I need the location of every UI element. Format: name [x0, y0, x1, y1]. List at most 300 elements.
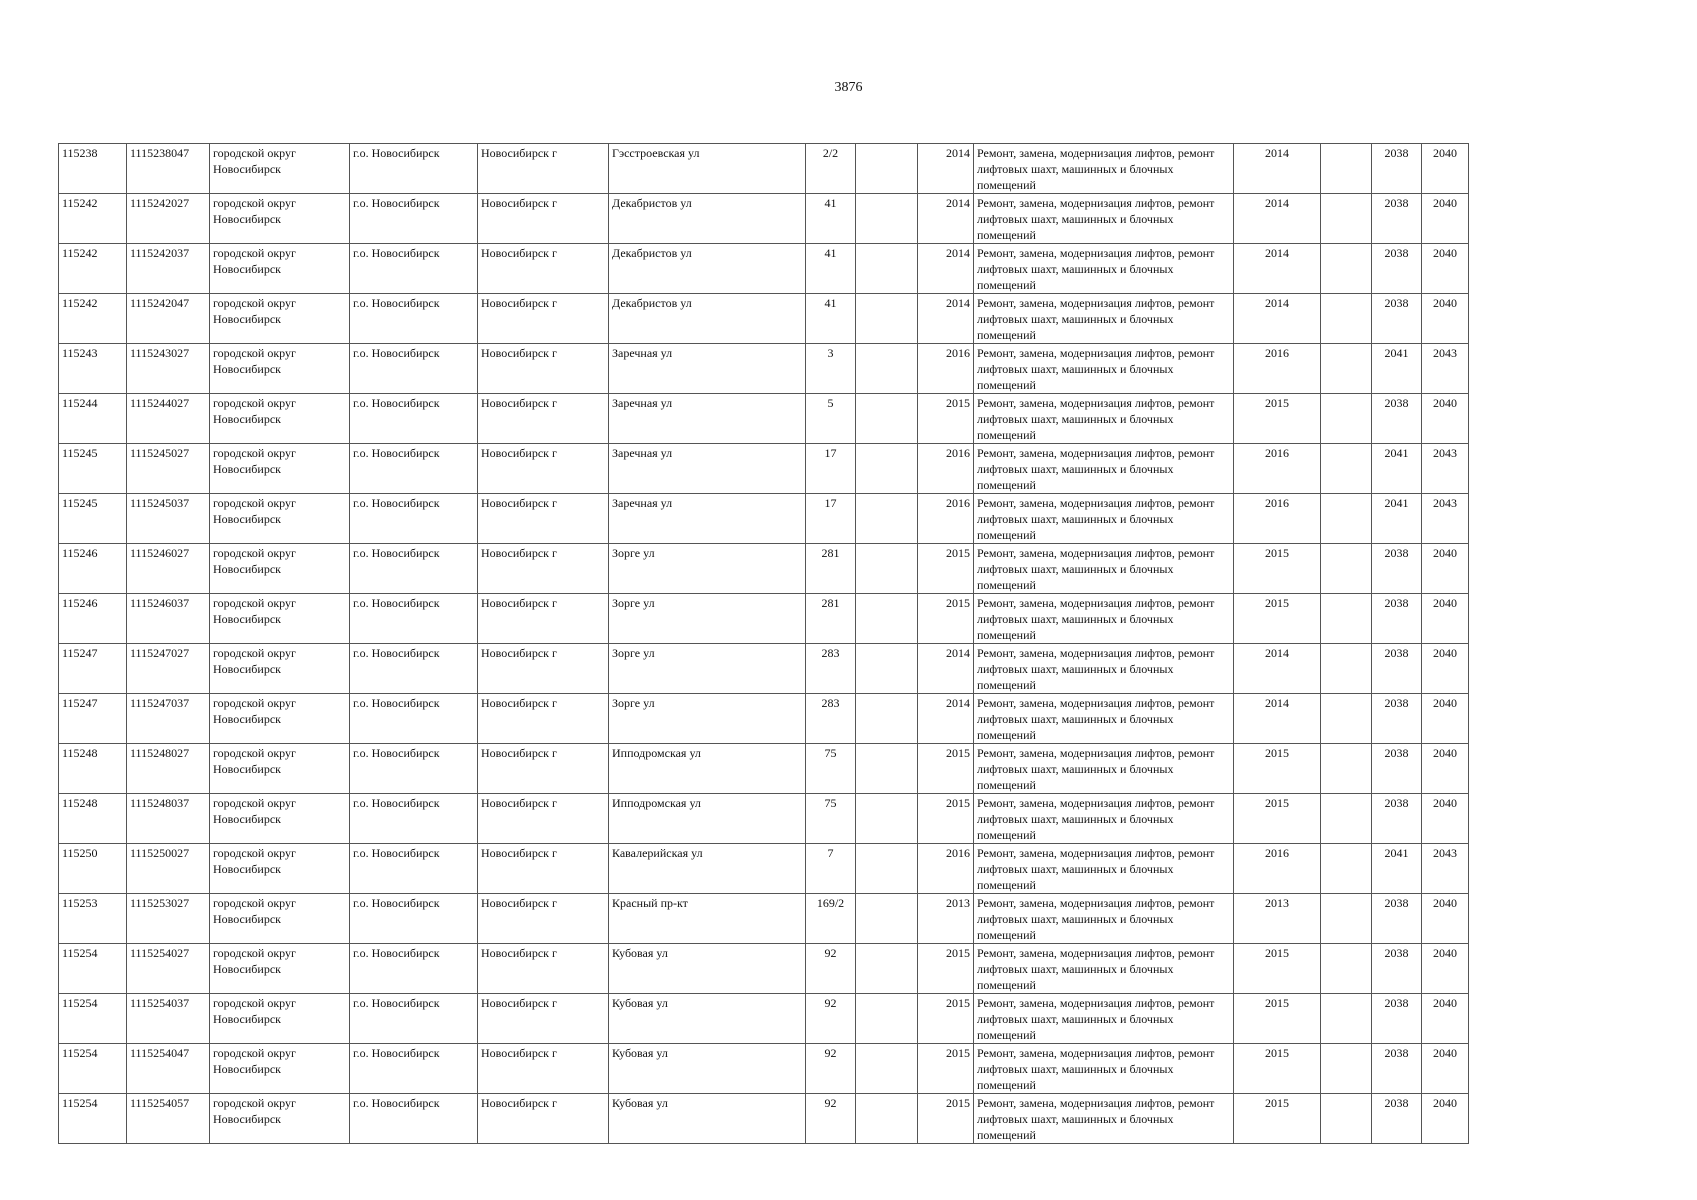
cell-house: 75: [806, 744, 856, 794]
cell-year-built: 2014: [918, 244, 974, 294]
cell-house: 41: [806, 244, 856, 294]
cell-y2: 2040: [1422, 994, 1469, 1044]
cell-y2: 2040: [1422, 194, 1469, 244]
cell-city: Новосибирск г: [478, 194, 609, 244]
cell-house: 281: [806, 544, 856, 594]
cell-work: Ремонт, замена, модернизация лифтов, ремонт лифтовых шахт, машинных и блочных помещений: [974, 794, 1234, 844]
cell-y1: 2038: [1372, 1094, 1422, 1144]
cell-blank1: [856, 294, 918, 344]
cell-y1: 2038: [1372, 294, 1422, 344]
cell-okrug: городской округ Новосибирск: [210, 144, 350, 194]
table-row: [59, 944, 1469, 994]
cell-blank2: [1321, 744, 1372, 794]
cell-year-built: 2014: [918, 294, 974, 344]
cell-work: Ремонт, замена, модернизация лифтов, ремонт лифтовых шахт, машинных и блочных помещений: [974, 594, 1234, 644]
cell-house: 92: [806, 1094, 856, 1144]
cell-y1: 2038: [1372, 794, 1422, 844]
cell-id: 115242: [59, 194, 127, 244]
cell-work: Ремонт, замена, модернизация лифтов, ремонт лифтовых шахт, машинных и блочных помещений: [974, 294, 1234, 344]
cell-year-built: 2015: [918, 394, 974, 444]
cell-y2: 2040: [1422, 894, 1469, 944]
cell-house: 92: [806, 944, 856, 994]
cell-y1: 2038: [1372, 594, 1422, 644]
cell-blank1: [856, 644, 918, 694]
cell-y2: 2040: [1422, 244, 1469, 294]
cell-street: Красный пр-кт: [609, 894, 806, 944]
cell-year-built: 2014: [918, 644, 974, 694]
cell-house: 169/2: [806, 894, 856, 944]
cell-year-work: 2015: [1234, 794, 1321, 844]
cell-go: г.о. Новосибирск: [350, 144, 478, 194]
cell-okrug: городской округ Новосибирск: [210, 244, 350, 294]
cell-go: г.о. Новосибирск: [350, 494, 478, 544]
cell-id: 115245: [59, 494, 127, 544]
cell-year-work: 2015: [1234, 1094, 1321, 1144]
cell-okrug: городской округ Новосибирск: [210, 794, 350, 844]
cell-go: г.о. Новосибирск: [350, 294, 478, 344]
cell-house: 7: [806, 844, 856, 894]
cell-id: 115247: [59, 644, 127, 694]
cell-street: Декабристов ул: [609, 244, 806, 294]
cell-blank2: [1321, 944, 1372, 994]
cell-street: Заречная ул: [609, 344, 806, 394]
cell-code: 1115254027: [127, 944, 210, 994]
cell-blank1: [856, 744, 918, 794]
cell-work: Ремонт, замена, модернизация лифтов, ремонт лифтовых шахт, машинных и блочных помещений: [974, 494, 1234, 544]
cell-blank1: [856, 944, 918, 994]
cell-code: 1115250027: [127, 844, 210, 894]
cell-house: 283: [806, 694, 856, 744]
cell-okrug: городской округ Новосибирск: [210, 194, 350, 244]
cell-blank2: [1321, 1094, 1372, 1144]
cell-city: Новосибирск г: [478, 544, 609, 594]
cell-blank2: [1321, 244, 1372, 294]
cell-year-built: 2016: [918, 444, 974, 494]
cell-go: г.о. Новосибирск: [350, 1094, 478, 1144]
cell-blank2: [1321, 544, 1372, 594]
cell-y2: 2040: [1422, 544, 1469, 594]
cell-blank1: [856, 694, 918, 744]
cell-code: 1115247027: [127, 644, 210, 694]
cell-year-work: 2013: [1234, 894, 1321, 944]
cell-id: 115250: [59, 844, 127, 894]
table-row: [59, 494, 1469, 544]
cell-go: г.о. Новосибирск: [350, 994, 478, 1044]
cell-blank1: [856, 244, 918, 294]
cell-y1: 2038: [1372, 694, 1422, 744]
cell-blank1: [856, 494, 918, 544]
cell-y2: 2040: [1422, 1044, 1469, 1094]
cell-year-work: 2016: [1234, 444, 1321, 494]
cell-go: г.о. Новосибирск: [350, 194, 478, 244]
cell-okrug: городской округ Новосибирск: [210, 744, 350, 794]
cell-street: Кубовая ул: [609, 994, 806, 1044]
cell-house: 5: [806, 394, 856, 444]
cell-blank1: [856, 844, 918, 894]
cell-y2: 2040: [1422, 1094, 1469, 1144]
cell-street: Заречная ул: [609, 494, 806, 544]
cell-y1: 2038: [1372, 1044, 1422, 1094]
cell-year-built: 2015: [918, 1094, 974, 1144]
cell-id: 115254: [59, 944, 127, 994]
cell-city: Новосибирск г: [478, 1094, 609, 1144]
cell-city: Новосибирск г: [478, 594, 609, 644]
cell-id: 115246: [59, 544, 127, 594]
cell-y2: 2040: [1422, 694, 1469, 744]
cell-house: 17: [806, 494, 856, 544]
cell-street: Заречная ул: [609, 394, 806, 444]
cell-code: 1115246037: [127, 594, 210, 644]
cell-city: Новосибирск г: [478, 244, 609, 294]
cell-blank2: [1321, 494, 1372, 544]
cell-work: Ремонт, замена, модернизация лифтов, ремонт лифтовых шахт, машинных и блочных помещений: [974, 244, 1234, 294]
cell-city: Новосибирск г: [478, 494, 609, 544]
cell-y1: 2038: [1372, 994, 1422, 1044]
cell-year-work: 2016: [1234, 844, 1321, 894]
cell-city: Новосибирск г: [478, 144, 609, 194]
cell-id: 115246: [59, 594, 127, 644]
cell-work: Ремонт, замена, модернизация лифтов, ремонт лифтовых шахт, машинных и блочных помещений: [974, 894, 1234, 944]
cell-street: Ипподромская ул: [609, 744, 806, 794]
cell-code: 1115238047: [127, 144, 210, 194]
cell-blank2: [1321, 144, 1372, 194]
cell-go: г.о. Новосибирск: [350, 1044, 478, 1094]
cell-go: г.о. Новосибирск: [350, 744, 478, 794]
cell-city: Новосибирск г: [478, 994, 609, 1044]
cell-y1: 2038: [1372, 244, 1422, 294]
cell-blank2: [1321, 194, 1372, 244]
cell-y1: 2038: [1372, 894, 1422, 944]
cell-year-work: 2015: [1234, 944, 1321, 994]
cell-work: Ремонт, замена, модернизация лифтов, ремонт лифтовых шахт, машинных и блочных помещений: [974, 844, 1234, 894]
cell-go: г.о. Новосибирск: [350, 894, 478, 944]
cell-year-built: 2015: [918, 794, 974, 844]
table-row: [59, 594, 1469, 644]
cell-id: 115242: [59, 244, 127, 294]
cell-city: Новосибирск г: [478, 794, 609, 844]
cell-id: 115248: [59, 744, 127, 794]
cell-blank2: [1321, 394, 1372, 444]
cell-work: Ремонт, замена, модернизация лифтов, ремонт лифтовых шахт, машинных и блочных помещений: [974, 544, 1234, 594]
cell-year-work: 2015: [1234, 994, 1321, 1044]
table-row: [59, 794, 1469, 844]
cell-y1: 2041: [1372, 494, 1422, 544]
cell-code: 1115248037: [127, 794, 210, 844]
cell-work: Ремонт, замена, модернизация лифтов, ремонт лифтовых шахт, машинных и блочных помещений: [974, 994, 1234, 1044]
cell-y2: 2043: [1422, 844, 1469, 894]
cell-okrug: городской округ Новосибирск: [210, 1094, 350, 1144]
cell-house: 92: [806, 1044, 856, 1094]
cell-city: Новосибирск г: [478, 1044, 609, 1094]
cell-year-work: 2015: [1234, 544, 1321, 594]
cell-house: 92: [806, 994, 856, 1044]
cell-blank1: [856, 394, 918, 444]
cell-blank2: [1321, 894, 1372, 944]
cell-code: 1115243027: [127, 344, 210, 394]
cell-okrug: городской округ Новосибирск: [210, 844, 350, 894]
cell-city: Новосибирск г: [478, 394, 609, 444]
cell-blank2: [1321, 1044, 1372, 1094]
cell-y2: 2040: [1422, 944, 1469, 994]
cell-okrug: городской округ Новосибирск: [210, 494, 350, 544]
cell-id: 115253: [59, 894, 127, 944]
cell-year-work: 2015: [1234, 744, 1321, 794]
cell-okrug: городской округ Новосибирск: [210, 444, 350, 494]
cell-y1: 2038: [1372, 394, 1422, 444]
table-row: [59, 444, 1469, 494]
cell-city: Новосибирск г: [478, 694, 609, 744]
table-row: [59, 844, 1469, 894]
cell-work: Ремонт, замена, модернизация лифтов, ремонт лифтовых шахт, машинных и блочных помещений: [974, 744, 1234, 794]
cell-street: Гэсстроевская ул: [609, 144, 806, 194]
cell-street: Зорге ул: [609, 644, 806, 694]
cell-y2: 2040: [1422, 644, 1469, 694]
cell-blank1: [856, 794, 918, 844]
cell-work: Ремонт, замена, модернизация лифтов, ремонт лифтовых шахт, машинных и блочных помещений: [974, 194, 1234, 244]
cell-blank1: [856, 994, 918, 1044]
cell-y1: 2038: [1372, 544, 1422, 594]
table-row: [59, 994, 1469, 1044]
cell-blank1: [856, 344, 918, 394]
cell-year-built: 2014: [918, 194, 974, 244]
cell-okrug: городской округ Новосибирск: [210, 944, 350, 994]
cell-street: Кавалерийская ул: [609, 844, 806, 894]
cell-blank2: [1321, 644, 1372, 694]
cell-go: г.о. Новосибирск: [350, 944, 478, 994]
cell-street: Заречная ул: [609, 444, 806, 494]
cell-street: Кубовая ул: [609, 1044, 806, 1094]
cell-year-built: 2014: [918, 694, 974, 744]
cell-city: Новосибирск г: [478, 294, 609, 344]
registry-table: [58, 143, 1469, 1144]
cell-blank2: [1321, 844, 1372, 894]
cell-street: Декабристов ул: [609, 294, 806, 344]
cell-street: Зорге ул: [609, 594, 806, 644]
cell-blank1: [856, 194, 918, 244]
cell-id: 115254: [59, 1044, 127, 1094]
cell-okrug: городской округ Новосибирск: [210, 544, 350, 594]
cell-work: Ремонт, замена, модернизация лифтов, ремонт лифтовых шахт, машинных и блочных помещений: [974, 1044, 1234, 1094]
cell-id: 115247: [59, 694, 127, 744]
cell-city: Новосибирск г: [478, 894, 609, 944]
cell-city: Новосибирск г: [478, 944, 609, 994]
cell-house: 283: [806, 644, 856, 694]
cell-code: 1115248027: [127, 744, 210, 794]
cell-id: 115245: [59, 444, 127, 494]
table-row: [59, 1044, 1469, 1094]
cell-year-built: 2016: [918, 344, 974, 394]
cell-blank1: [856, 894, 918, 944]
cell-house: 41: [806, 294, 856, 344]
cell-y2: 2043: [1422, 444, 1469, 494]
cell-id: 115254: [59, 1094, 127, 1144]
cell-year-built: 2015: [918, 1044, 974, 1094]
cell-house: 75: [806, 794, 856, 844]
cell-code: 1115242037: [127, 244, 210, 294]
table-row: [59, 694, 1469, 744]
cell-y1: 2041: [1372, 844, 1422, 894]
cell-blank2: [1321, 594, 1372, 644]
cell-house: 17: [806, 444, 856, 494]
table-body: [59, 144, 1469, 1144]
cell-code: 1115245027: [127, 444, 210, 494]
cell-year-work: 2015: [1234, 1044, 1321, 1094]
cell-year-work: 2014: [1234, 194, 1321, 244]
cell-y2: 2043: [1422, 494, 1469, 544]
cell-year-built: 2015: [918, 944, 974, 994]
cell-y2: 2040: [1422, 144, 1469, 194]
cell-y1: 2038: [1372, 644, 1422, 694]
cell-go: г.о. Новосибирск: [350, 594, 478, 644]
cell-street: Кубовая ул: [609, 1094, 806, 1144]
cell-house: 41: [806, 194, 856, 244]
cell-y2: 2043: [1422, 344, 1469, 394]
cell-city: Новосибирск г: [478, 844, 609, 894]
cell-code: 1115244027: [127, 394, 210, 444]
cell-code: 1115242027: [127, 194, 210, 244]
cell-go: г.о. Новосибирск: [350, 794, 478, 844]
cell-work: Ремонт, замена, модернизация лифтов, ремонт лифтовых шахт, машинных и блочных помещений: [974, 144, 1234, 194]
cell-id: 115242: [59, 294, 127, 344]
cell-y1: 2041: [1372, 444, 1422, 494]
cell-code: 1115254057: [127, 1094, 210, 1144]
table-row: [59, 294, 1469, 344]
cell-y1: 2038: [1372, 944, 1422, 994]
cell-y1: 2038: [1372, 144, 1422, 194]
cell-work: Ремонт, замена, модернизация лифтов, ремонт лифтовых шахт, машинных и блочных помещений: [974, 394, 1234, 444]
cell-okrug: городской округ Новосибирск: [210, 694, 350, 744]
cell-y1: 2038: [1372, 744, 1422, 794]
cell-blank1: [856, 594, 918, 644]
cell-y2: 2040: [1422, 794, 1469, 844]
table-row: [59, 394, 1469, 444]
cell-blank2: [1321, 794, 1372, 844]
cell-okrug: городской округ Новосибирск: [210, 644, 350, 694]
cell-go: г.о. Новосибирск: [350, 644, 478, 694]
table-row: [59, 744, 1469, 794]
cell-okrug: городской округ Новосибирск: [210, 294, 350, 344]
cell-code: 1115246027: [127, 544, 210, 594]
cell-go: г.о. Новосибирск: [350, 344, 478, 394]
cell-city: Новосибирск г: [478, 344, 609, 394]
cell-okrug: городской округ Новосибирск: [210, 994, 350, 1044]
cell-year-built: 2015: [918, 594, 974, 644]
cell-y2: 2040: [1422, 744, 1469, 794]
cell-work: Ремонт, замена, модернизация лифтов, ремонт лифтовых шахт, машинных и блочных помещений: [974, 344, 1234, 394]
cell-id: 115244: [59, 394, 127, 444]
cell-go: г.о. Новосибирск: [350, 844, 478, 894]
cell-year-work: 2014: [1234, 294, 1321, 344]
table-row: [59, 194, 1469, 244]
cell-blank1: [856, 1044, 918, 1094]
cell-blank1: [856, 444, 918, 494]
cell-go: г.о. Новосибирск: [350, 394, 478, 444]
cell-house: 3: [806, 344, 856, 394]
cell-go: г.о. Новосибирск: [350, 544, 478, 594]
cell-id: 115238: [59, 144, 127, 194]
table-row: [59, 894, 1469, 944]
cell-year-work: 2014: [1234, 644, 1321, 694]
cell-blank2: [1321, 694, 1372, 744]
cell-city: Новосибирск г: [478, 444, 609, 494]
cell-blank2: [1321, 294, 1372, 344]
cell-go: г.о. Новосибирск: [350, 694, 478, 744]
cell-work: Ремонт, замена, модернизация лифтов, ремонт лифтовых шахт, машинных и блочных помещений: [974, 444, 1234, 494]
cell-blank2: [1321, 994, 1372, 1044]
cell-okrug: городской округ Новосибирск: [210, 344, 350, 394]
cell-work: Ремонт, замена, модернизация лифтов, ремонт лифтовых шахт, машинных и блочных помещений: [974, 644, 1234, 694]
cell-year-built: 2015: [918, 744, 974, 794]
cell-street: Зорге ул: [609, 544, 806, 594]
page-number: 3876: [834, 80, 863, 95]
cell-year-work: 2014: [1234, 694, 1321, 744]
table-row: [59, 1094, 1469, 1144]
cell-work: Ремонт, замена, модернизация лифтов, ремонт лифтовых шахт, машинных и блочных помещений: [974, 1094, 1234, 1144]
cell-code: 1115254047: [127, 1044, 210, 1094]
cell-year-built: 2016: [918, 844, 974, 894]
cell-id: 115254: [59, 994, 127, 1044]
cell-year-work: 2015: [1234, 394, 1321, 444]
cell-go: г.о. Новосибирск: [350, 244, 478, 294]
cell-year-built: 2014: [918, 144, 974, 194]
cell-blank2: [1321, 444, 1372, 494]
cell-house: 281: [806, 594, 856, 644]
cell-year-built: 2015: [918, 994, 974, 1044]
cell-work: Ремонт, замена, модернизация лифтов, ремонт лифтовых шахт, машинных и блочных помещений: [974, 694, 1234, 744]
cell-y2: 2040: [1422, 294, 1469, 344]
cell-year-work: 2014: [1234, 244, 1321, 294]
cell-okrug: городской округ Новосибирск: [210, 394, 350, 444]
cell-work: Ремонт, замена, модернизация лифтов, ремонт лифтовых шахт, машинных и блочных помещений: [974, 944, 1234, 994]
table-row: [59, 644, 1469, 694]
table-row: [59, 344, 1469, 394]
table-row: [59, 244, 1469, 294]
cell-y1: 2038: [1372, 194, 1422, 244]
cell-city: Новосибирск г: [478, 744, 609, 794]
cell-okrug: городской округ Новосибирск: [210, 894, 350, 944]
cell-city: Новосибирск г: [478, 644, 609, 694]
cell-street: Зорге ул: [609, 694, 806, 744]
cell-street: Декабристов ул: [609, 194, 806, 244]
cell-year-built: 2015: [918, 544, 974, 594]
cell-blank1: [856, 544, 918, 594]
cell-y2: 2040: [1422, 594, 1469, 644]
cell-street: Кубовая ул: [609, 944, 806, 994]
table-row: [59, 544, 1469, 594]
cell-okrug: городской округ Новосибирск: [210, 594, 350, 644]
cell-y1: 2041: [1372, 344, 1422, 394]
cell-year-work: 2015: [1234, 594, 1321, 644]
cell-code: 1115245037: [127, 494, 210, 544]
cell-year-work: 2014: [1234, 144, 1321, 194]
cell-year-built: 2016: [918, 494, 974, 544]
table-row: [59, 144, 1469, 194]
cell-code: 1115247037: [127, 694, 210, 744]
cell-code: 1115254037: [127, 994, 210, 1044]
cell-year-work: 2016: [1234, 494, 1321, 544]
cell-code: 1115253027: [127, 894, 210, 944]
cell-id: 115248: [59, 794, 127, 844]
cell-blank1: [856, 144, 918, 194]
cell-street: Ипподромская ул: [609, 794, 806, 844]
cell-blank1: [856, 1094, 918, 1144]
cell-go: г.о. Новосибирск: [350, 444, 478, 494]
cell-house: 2/2: [806, 144, 856, 194]
cell-year-work: 2016: [1234, 344, 1321, 394]
cell-y2: 2040: [1422, 394, 1469, 444]
cell-blank2: [1321, 344, 1372, 394]
cell-id: 115243: [59, 344, 127, 394]
